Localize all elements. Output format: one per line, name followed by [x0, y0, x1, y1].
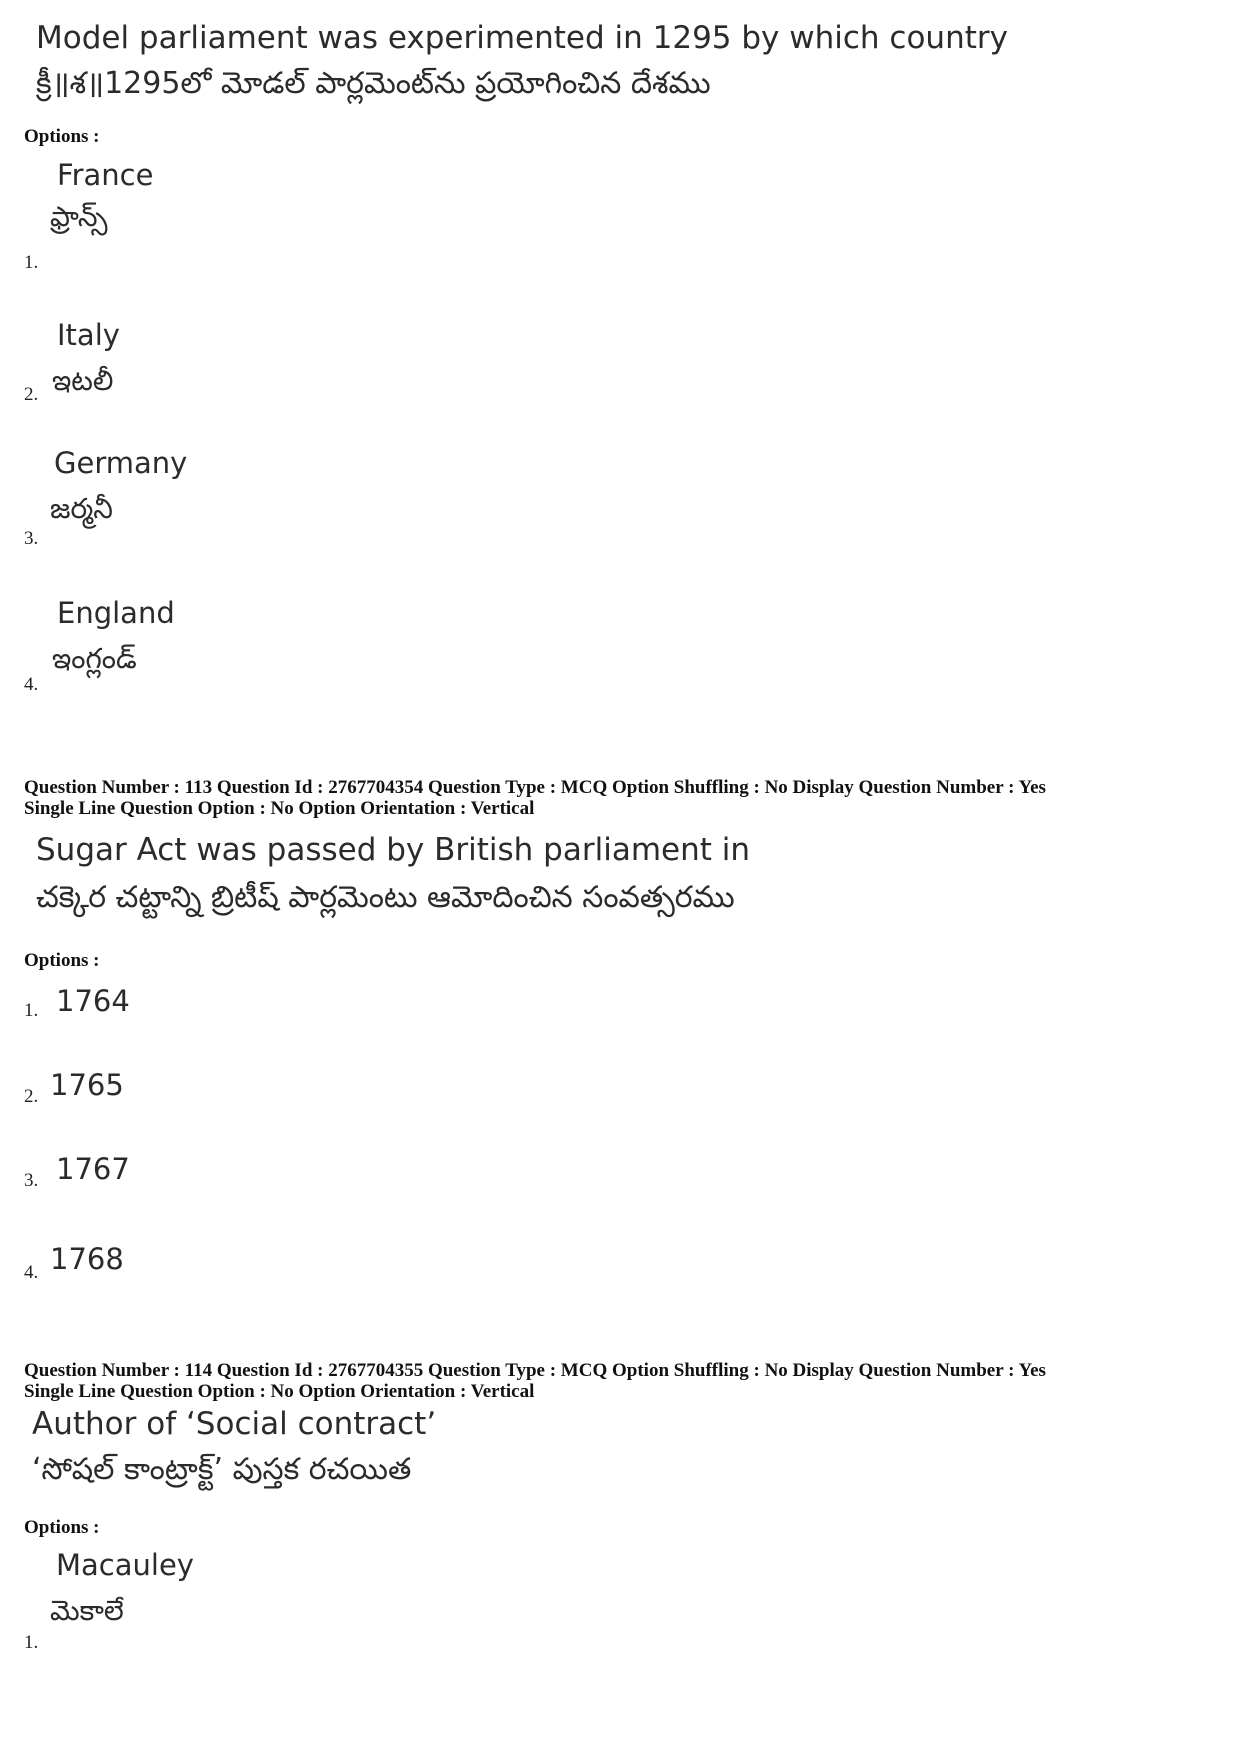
option-number: 3. — [24, 528, 39, 549]
options-label: Options : — [24, 126, 100, 147]
options-label: Options : — [24, 1517, 100, 1538]
option-text-en: 1765 — [50, 1068, 124, 1102]
option-number: 4. — [24, 674, 39, 695]
question-meta-line-2: Single Line Question Option : No Option Orientation : Vertical — [24, 1381, 535, 1402]
question-meta-line-1: Question Number : 114 Question Id : 2767704355 Question Type : MCQ Option Shuffling : No Display Question Number : Yes — [24, 1360, 1046, 1381]
option-text-te: మెకాలే — [50, 1594, 124, 1627]
question-text-te: చక్కెర చట్టాన్ని బ్రిటీష్ పార్లమెంటు ఆమోదించిన సంవత్సరము — [36, 880, 735, 915]
option-number: 2. — [24, 384, 39, 405]
option-number: 4. — [24, 1262, 39, 1283]
option-text-en: Macauley — [56, 1548, 194, 1582]
option-number: 3. — [24, 1170, 39, 1191]
question-meta-line-1: Question Number : 113 Question Id : 2767704354 Question Type : MCQ Option Shuffling : No Display Question Number : Yes — [24, 777, 1046, 798]
question-text-en: Author of ‘Social contract’ — [32, 1406, 437, 1442]
option-text-en: France — [57, 158, 154, 192]
option-text-en: Italy — [57, 318, 120, 352]
option-text-te: ఇటలీ — [52, 364, 114, 397]
option-text-te: ఇంగ్లండ్ — [52, 642, 137, 675]
option-number: 1. — [24, 1632, 39, 1653]
option-text-te: ఫ్రాన్స్ — [50, 200, 108, 233]
question-meta-line-2: Single Line Question Option : No Option Orientation : Vertical — [24, 798, 535, 819]
option-text-en: England — [57, 596, 175, 630]
option-text-en: 1764 — [56, 984, 130, 1018]
question-text-te: ‘సోషల్ కాంట్రాక్ట్’ పుస్తక రచయిత — [32, 1452, 412, 1487]
option-number: 1. — [24, 1000, 39, 1021]
option-number: 2. — [24, 1086, 39, 1107]
option-text-en: Germany — [54, 446, 188, 480]
question-text-en: Sugar Act was passed by British parliament in — [36, 832, 750, 868]
question-text-en: Model parliament was experimented in 1295 by which country — [36, 20, 1008, 56]
question-text-te: క్రీ॥శ॥1295లో మోడల్ పార్లమెంట్‌ను ప్రయోగించిన దేశము — [36, 66, 711, 101]
option-text-en: 1768 — [50, 1242, 124, 1276]
option-text-te: జర్మనీ — [50, 492, 113, 525]
option-number: 1. — [24, 252, 39, 273]
option-text-en: 1767 — [56, 1152, 130, 1186]
options-label: Options : — [24, 950, 100, 971]
